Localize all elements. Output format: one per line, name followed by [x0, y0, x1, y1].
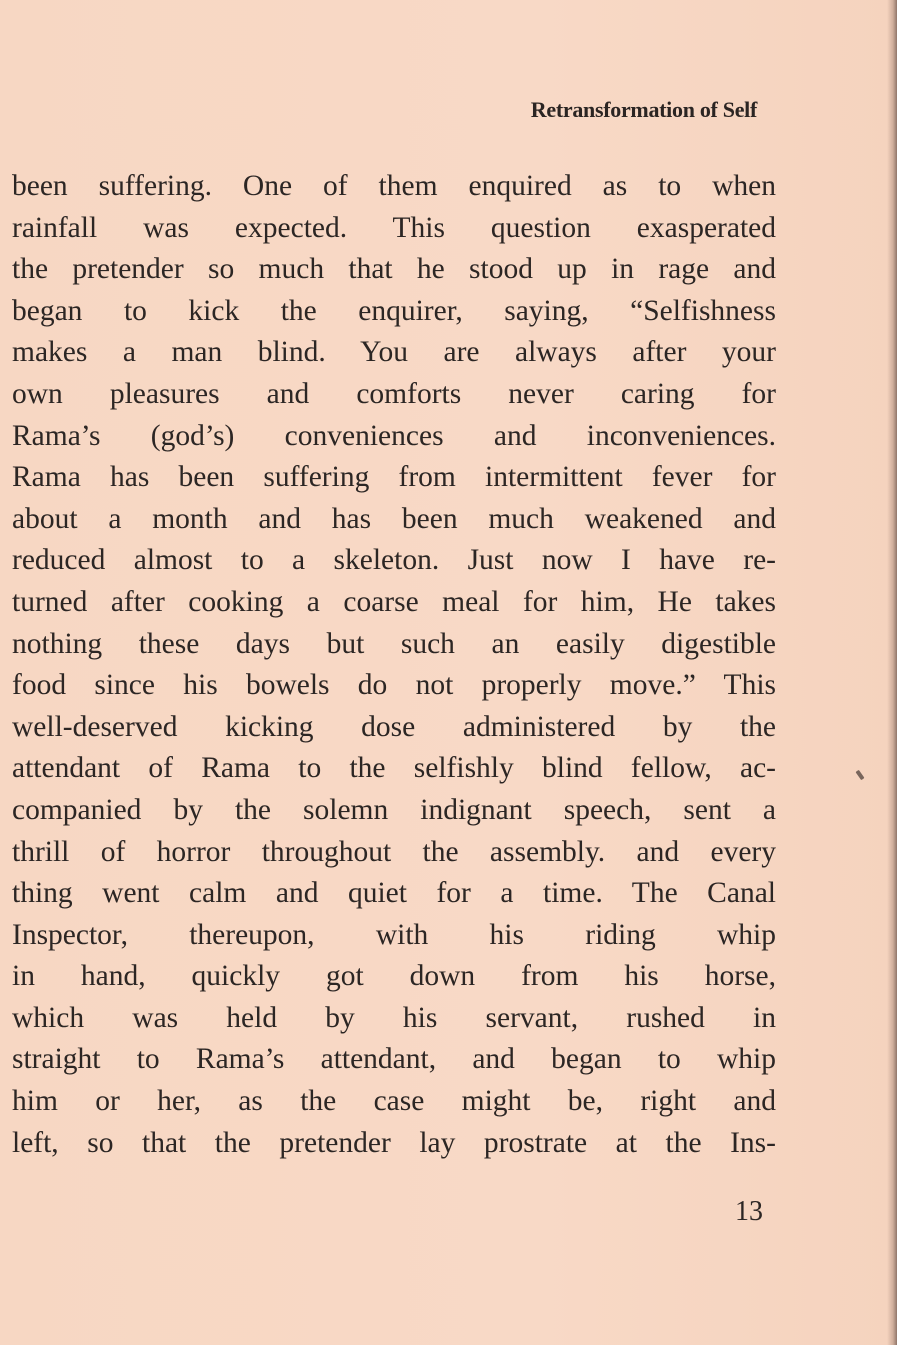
text-line: Rama has been suffering from intermittent fever for — [12, 461, 776, 494]
text-line: the pretender so much that he stood up in rage and — [12, 253, 776, 286]
text-line: began to kick the enquirer, saying, “Selfishness — [12, 294, 776, 327]
text-line: turned after cooking a coarse meal for him, He takes — [12, 585, 776, 618]
text-line: which was held by his servant, rushed in — [12, 1001, 776, 1034]
text-line: reduced almost to a skeleton. Just now I have re- — [12, 544, 776, 577]
text-line: well-deserved kicking dose administered by the — [12, 710, 776, 743]
text-line: companied by the solemn indignant speech, sent a — [12, 793, 776, 826]
text-line: about a month and has been much weakened and — [12, 502, 776, 535]
text-line: thing went calm and quiet for a time. The Canal — [12, 877, 776, 910]
text-line: thrill of horror throughout the assembly. and every — [12, 835, 776, 868]
text-line: rainfall was expected. This question exasperated — [12, 211, 776, 244]
text-line: been suffering. One of them enquired as to when — [12, 170, 776, 202]
text-line: straight to Rama’s attendant, and began to whip — [12, 1043, 776, 1076]
body-text — [12, 166, 776, 1164]
text-line: makes a man blind. You are always after your — [12, 336, 776, 369]
page-number: 13 — [735, 1196, 763, 1227]
text-line: Rama’s (god’s) conveniences and inconveniences. — [12, 419, 776, 452]
running-head: Retransformation of Self — [530, 97, 757, 122]
text-line: Inspector, thereupon, with his riding whip — [12, 918, 776, 951]
page-edge-shadow — [887, 0, 897, 1345]
text-line: him or her, as the case might be, right and — [12, 1085, 776, 1118]
paper-speck — [855, 770, 864, 780]
text-line: left, so that the pretender lay prostrate at the Ins- — [12, 1126, 776, 1159]
text-line: in hand, quickly got down from his horse, — [12, 960, 776, 993]
text-line: own pleasures and comforts never caring for — [12, 377, 776, 410]
text-line: food since his bowels do not properly move.” This — [12, 669, 776, 702]
text-line: attendant of Rama to the selfishly blind fellow, ac- — [12, 752, 776, 785]
text-line: nothing these days but such an easily digestible — [12, 627, 776, 660]
